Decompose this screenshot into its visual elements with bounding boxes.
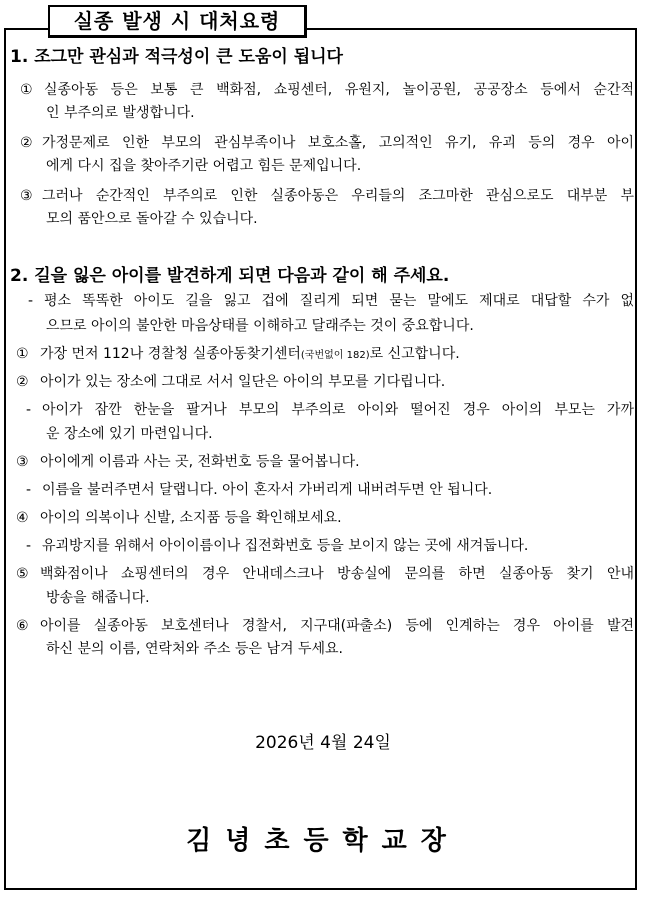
dash-marker: -	[26, 402, 32, 418]
step1-text-end: 로 신고합니다.	[369, 346, 460, 362]
item-marker: ②	[20, 135, 33, 151]
item-marker: ③	[16, 454, 29, 470]
item-line: 아이가 잠깐 한눈을 팔거나 부모의 부주의로 아이와 떨어진 경우 아이의 부모는 가까	[42, 402, 634, 418]
item-line: 모의 품안으로 돌아갈 수 있습니다.	[46, 211, 258, 227]
dash-marker: -	[26, 482, 32, 498]
item-line: 유괴방지를 위해서 아이이름이나 집전화번호 등을 보이지 않는 곳에 새겨둡니다.	[42, 538, 529, 554]
item-line: 아이에게 이름과 사는 곳, 전화번호 등을 물어봅니다.	[40, 454, 360, 470]
section2-heading: 2. 길을 잃은 아이를 발견하게 되면 다음과 같이 해 주세요.	[10, 266, 450, 286]
item-line: 으므로 아이의 불안한 마음상태를 이해하고 달래주는 것이 중요합니다.	[46, 318, 474, 334]
item-marker: ⑤	[16, 566, 29, 582]
item-marker: ①	[20, 82, 33, 98]
item-marker: ③	[20, 188, 33, 204]
item-line: 백화점이나 쇼핑센터의 경우 안내데스크나 방송실에 문의를 하면 실종아동 찾기 안내	[40, 566, 634, 582]
item-line: 인 부주의로 발생합니다.	[46, 105, 195, 121]
item-line: 가정문제로 인한 부모의 관심부족이나 보호소홀, 고의적인 유기, 유괴 등의 경우 아이	[42, 135, 634, 151]
item-line: 아이가 있는 장소에 그대로 서서 일단은 아이의 부모를 기다립니다.	[40, 374, 446, 390]
document-title: 실종 발생 시 대처요령	[48, 5, 307, 38]
item-marker: ①	[16, 346, 29, 362]
dash-marker: -	[28, 293, 34, 309]
item-line: 그러나 순간적인 부주의로 인한 실종아동은 우리들의 조그마한 관심으로도 대부분 부	[42, 188, 634, 204]
item-marker: ②	[16, 374, 29, 390]
section1-heading: 1. 조그만 관심과 적극성이 큰 도움이 됩니다	[10, 47, 343, 67]
item-line: 방송을 해줍니다.	[46, 590, 150, 606]
item-marker: ④	[16, 510, 29, 526]
item-line: 이름을 불러주면서 달랩니다. 아이 혼자서 가버리게 내버려두면 안 됩니다.	[42, 482, 493, 498]
item-line: 평소 똑똑한 아이도 길을 잃고 겁에 질리게 되면 묻는 말에도 제대로 대답할 수가 없	[44, 293, 634, 309]
item-line: 하신 분의 이름, 연락처와 주소 등은 남겨 두세요.	[46, 641, 344, 657]
step1-note: (국번없이 182)	[300, 350, 370, 361]
item-line: 에게 다시 집을 찾아주기란 어렵고 힘든 문제입니다.	[46, 158, 362, 174]
school-signature: 김녕초등학교장	[186, 826, 460, 856]
item-line: 아이의 의복이나 신발, 소지품 등을 확인해보세요.	[40, 510, 342, 526]
step1-text: 가장 먼저 112나 경찰청 실종아동찾기센터	[40, 346, 301, 362]
item-line: 운 장소에 있기 마련입니다.	[46, 426, 213, 442]
item-marker: ⑥	[16, 618, 29, 634]
item-line: 실종아동 등은 보통 큰 백화점, 쇼핑센터, 유원지, 놀이공원, 공공장소 등에서 순간적	[44, 82, 634, 98]
item-line: 아이를 실종아동 보호센터나 경찰서, 지구대(파출소) 등에 인계하는 경우 아이를 발견	[40, 618, 634, 634]
dash-marker: -	[26, 538, 32, 554]
document-date: 2026년 4월 24일	[255, 733, 391, 753]
step1-line	[40, 345, 460, 365]
